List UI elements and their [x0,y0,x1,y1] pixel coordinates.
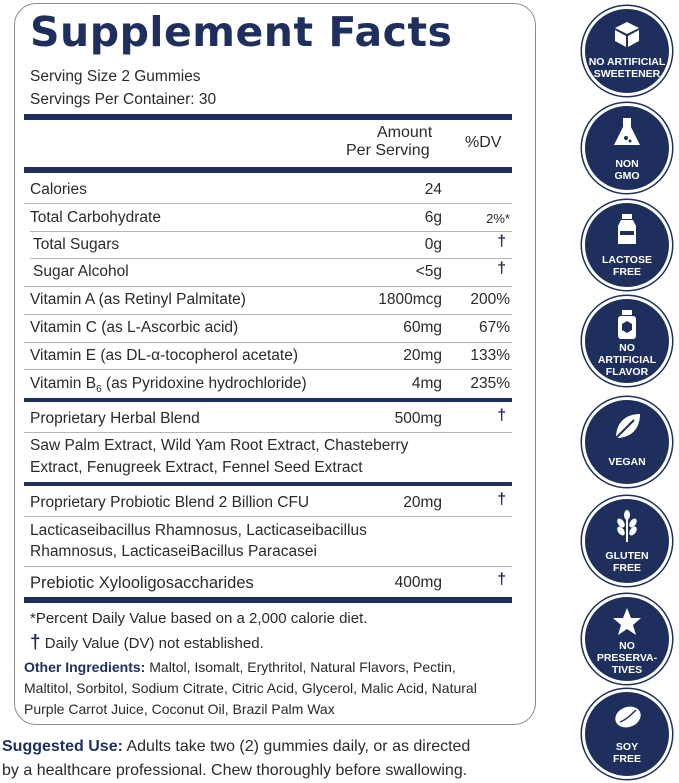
dagger-icon: † [497,571,506,588]
dagger-icon: † [497,233,506,250]
badge-label: NO [619,640,635,652]
medium-divider [24,398,512,402]
nutrient-name: Calories [30,181,87,198]
wheat-icon [612,509,642,543]
nutrient-amount: 60mg [403,319,442,336]
badge-soy-free [582,689,672,779]
row-divider [24,286,512,287]
blend-ingredients: Saw Palm Extract, Wild Yam Root Extract, Chasteberry [30,437,409,454]
milk-bottle-icon [612,213,642,247]
star-icon [612,607,642,637]
thick-divider [24,114,512,120]
nutrient-name: Vitamin C (as L-Ascorbic acid) [30,319,239,336]
blend-row [24,571,512,595]
badge-label: ARTIFICIAL [597,354,657,366]
flask-icon [612,116,642,148]
badge-label: GLUTEN [605,550,649,562]
badge-label: PRESERVA- [596,652,658,664]
nutrient-name-sub: 6 [96,384,102,396]
nutrient-amount: <5g [415,263,442,280]
nutrient-name-pre: Vitamin B [30,375,97,392]
other-ingredients-text: Maltol, Isomalt, Erythritol, Natural Flavors, Pectin, [145,659,456,675]
blend-name: Proprietary Herbal Blend [30,410,200,427]
badge-label: SWEETENER [593,68,661,80]
nutrient-name: Vitamin E (as DL-α-tocopherol acetate) [30,347,298,364]
nutrient-amount: 1800mcg [378,291,442,308]
dagger-icon: † [30,632,41,653]
nutrient-name: Total Carbohydrate [30,209,161,226]
thick-divider [24,597,512,603]
dagger-footnote-text: Daily Value (DV) not established. [44,635,264,652]
nutrient-dv: 2%* [486,211,510,226]
blend-amount: 20mg [403,494,442,511]
nutrient-name-post: (as Pyridoxine hydrochloride) [101,375,307,392]
header-per-serving: Per Serving [346,142,430,159]
nutrient-row [24,316,512,340]
other-ingredients [24,657,477,720]
badge-label: NO ARTIFICIAL [588,56,666,68]
serving-size: Serving Size 2 Gummies [30,68,201,85]
thick-divider [24,167,512,173]
panel-title: Supplement Facts [30,8,453,56]
badge-gluten-free [582,496,672,586]
badge-label: NO [619,342,635,354]
soybean-icon [612,702,644,732]
blend-amount: 500mg [394,410,442,427]
badge-label: LACTOSE [602,254,652,266]
servings-per-container: Servings Per Container: 30 [30,91,217,108]
nutrient-row [24,288,512,312]
dagger-icon: † [497,407,506,424]
header-dv: %DV [465,134,502,151]
suggested-use-label: Suggested Use: [2,738,123,755]
row-divider [24,369,512,370]
dagger-footnote [30,632,264,654]
blend-row [24,491,512,515]
dv-footnote: *Percent Daily Value based on a 2,000 calorie diet. [30,610,368,627]
nutrient-name: Sugar Alcohol [33,263,129,280]
nutrient-name: Vitamin A (as Retinyl Palmitate) [30,291,246,308]
nutrient-amount: 24 [424,181,442,198]
nutrient-dv: 200% [470,291,510,308]
badge-no-preservatives [582,594,672,684]
jar-icon [612,309,642,341]
nutrient-amount: 4mg [411,375,442,392]
nutrient-row [24,178,512,202]
header-amount: Amount [377,124,433,141]
row-divider [24,432,512,433]
badge-label: FREE [612,266,641,278]
nutrient-name [30,375,307,395]
badge-vegan [582,397,672,487]
nutrient-amount: 20mg [403,347,442,364]
row-divider [30,231,512,232]
suggested-use-text: Adults take two (2) gummies daily, or as directed [122,738,471,755]
badge-no-artificial-flavor [582,296,672,386]
badge-label: NON [615,158,639,170]
nutrient-row [24,344,512,368]
badge-label: FREE [612,753,641,765]
badge-label: TIVES [611,664,643,676]
nutrient-amount: 6g [424,209,442,226]
nutrient-dv: 235% [470,375,510,392]
blend-ingredients: Lacticaseibacillus Rhamnosus, Lacticaseibacillus [30,522,367,539]
badge-no-artificial-sweetener [582,6,672,96]
other-ingredients-label: Other Ingredients: [24,659,146,675]
row-divider [24,314,512,315]
nutrient-row [24,233,512,257]
badge-lactose-free [582,200,672,290]
blend-row [24,407,512,431]
suggested-use-text: by a healthcare professional. Chew thoroughly before swallowing. [2,762,468,779]
row-divider [24,203,512,204]
badge-label: VEGAN [608,456,646,468]
blend-ingredients: Extract, Fenugreek Extract, Fennel Seed Extract [30,459,363,476]
blend-ingredients: Rhamnosus, LacticaseiBacillus Paracasei [30,543,317,560]
nutrient-dv: 133% [470,347,510,364]
badge-label: FREE [612,562,641,574]
nutrient-row [24,372,512,396]
dagger-icon: † [497,491,506,508]
badge-non-gmo [582,103,672,193]
blend-name: Prebiotic Xylooligosaccharides [30,574,254,592]
medium-divider [24,482,512,486]
other-ingredients-text: Purple Carrot Juice, Coconut Oil, Brazil Palm Wax [24,701,335,717]
nutrient-row [24,260,512,284]
nutrient-dv: 67% [478,319,510,336]
nutrient-amount: 0g [424,236,442,253]
other-ingredients-text: Maltitol, Sorbitol, Sodium Citrate, Citric Acid, Glycerol, Malic Acid, Natural [24,680,477,696]
row-divider [24,516,512,517]
row-divider [30,258,512,259]
badge-label: GMO [614,170,640,182]
suggested-use [2,735,470,783]
dagger-icon: † [497,260,506,277]
leaf-icon [612,410,644,442]
box-icon [612,19,642,49]
row-divider [24,566,512,567]
nutrient-name: Total Sugars [33,236,120,253]
badge-label: SOY [615,741,639,753]
blend-amount: 400mg [394,574,442,591]
badge-label: FLAVOR [605,366,649,378]
nutrient-row [24,206,512,230]
blend-name: Proprietary Probiotic Blend 2 Billion CFU [30,494,310,511]
row-divider [24,342,512,343]
